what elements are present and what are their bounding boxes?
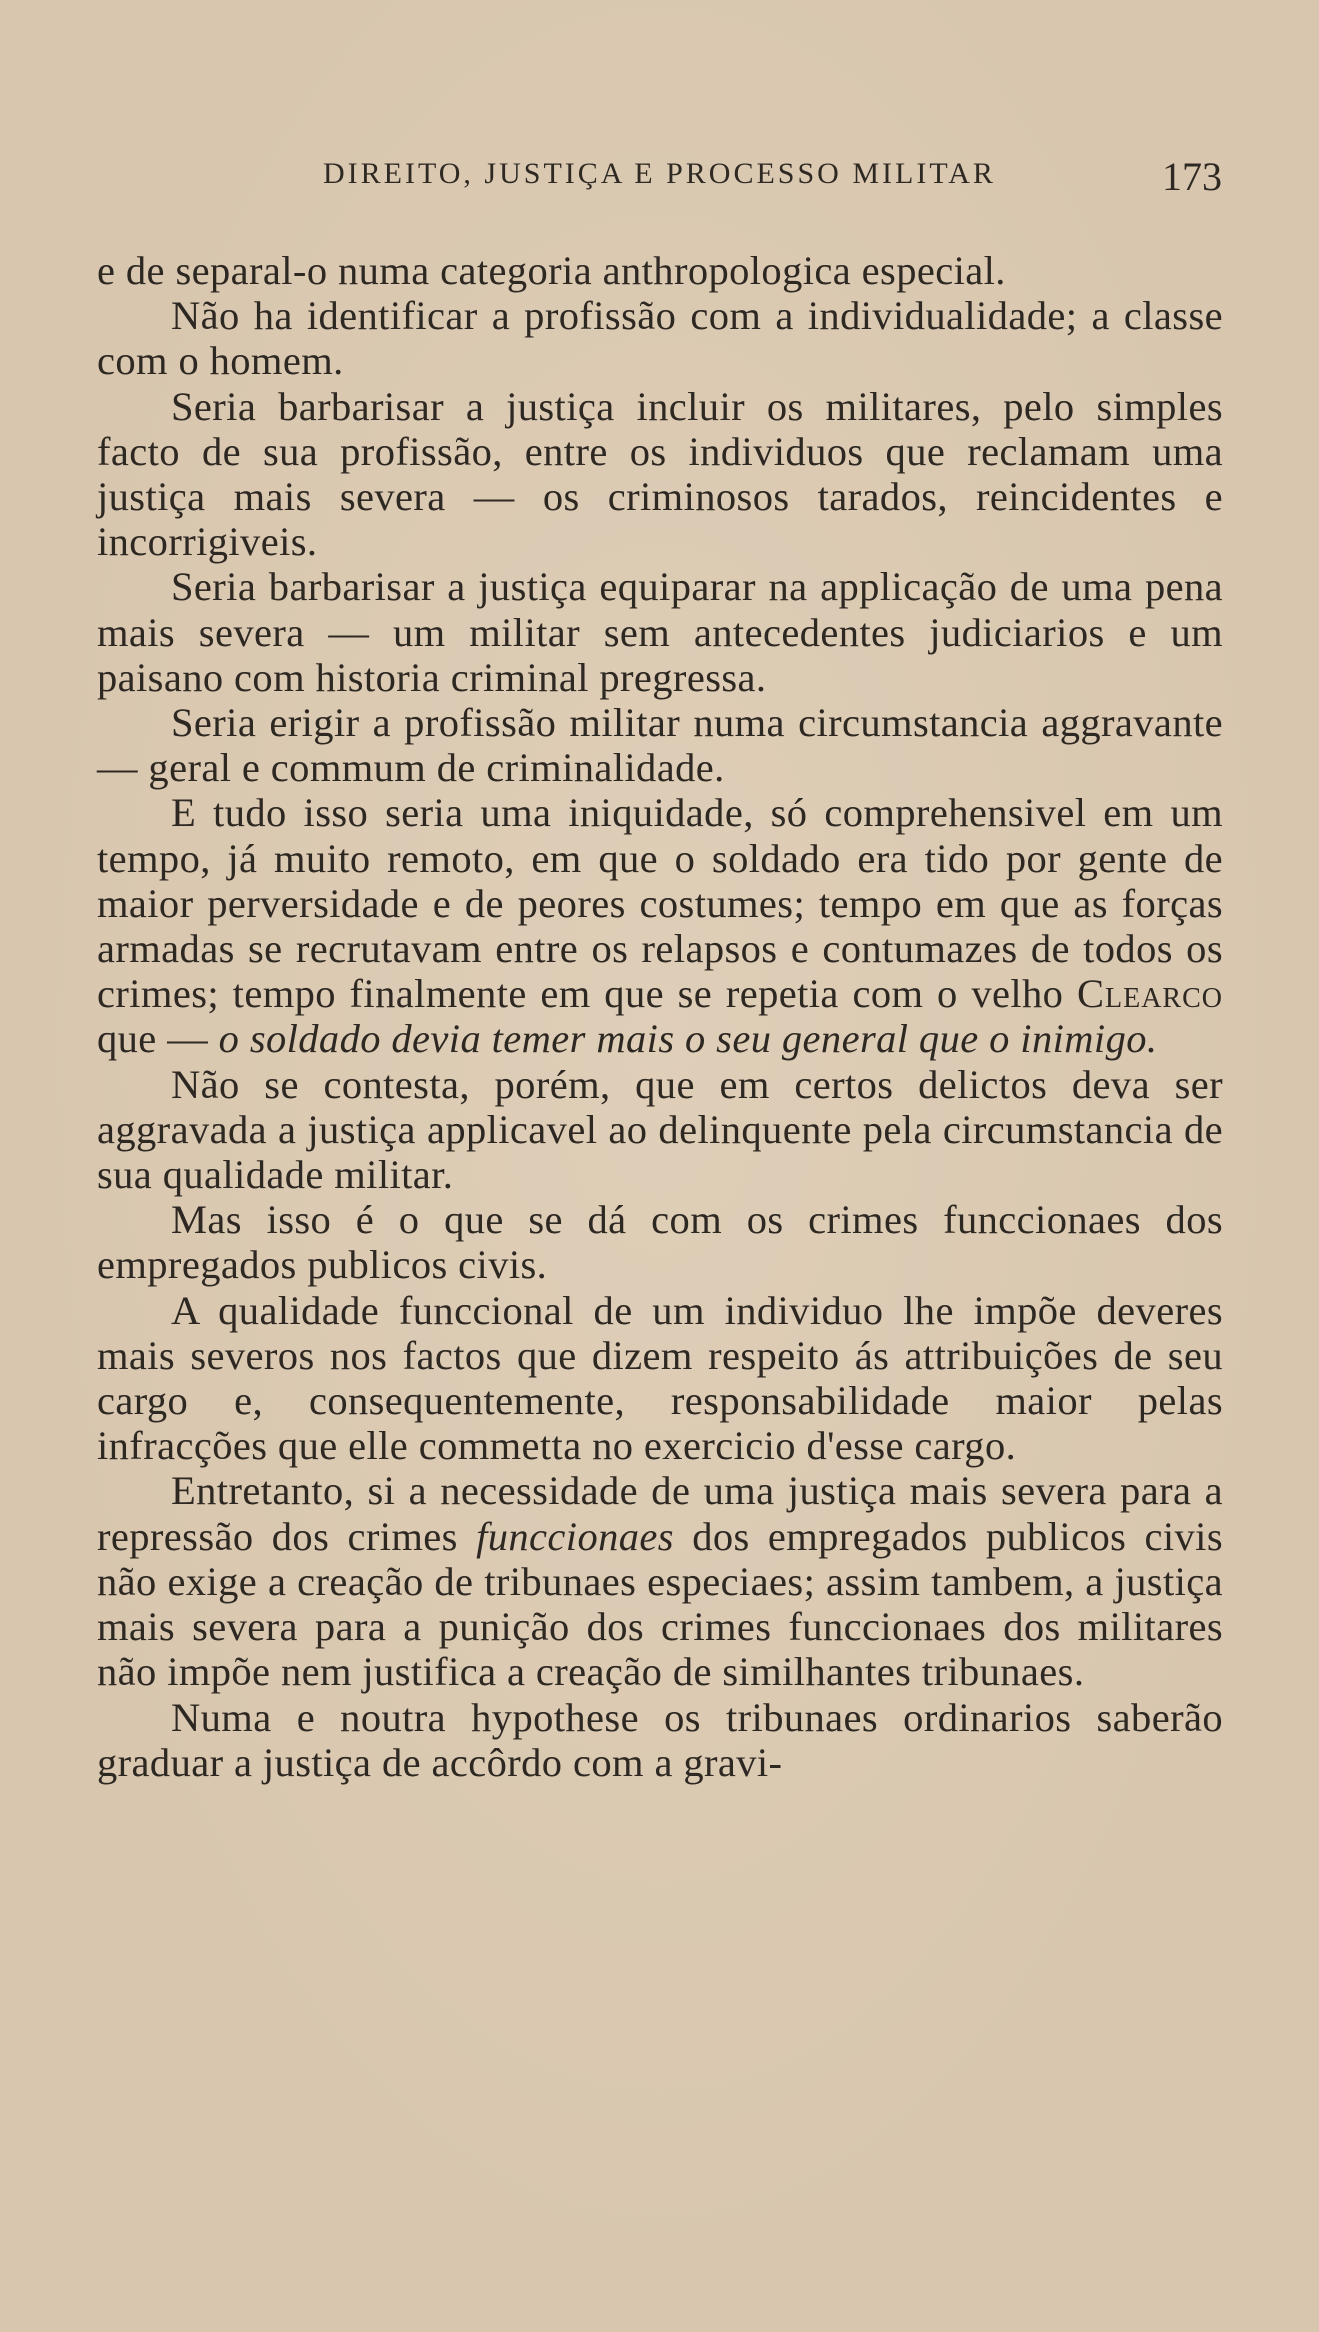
paragraph-6-text: E tudo isso seria uma iniquidade, só comprehensivel em um tempo, já muito remoto, em que o soldado era tido por gente de maior perversidade e de peores costumes; tempo em que as forças armadas se recrutavam entre os relapsos e contumazes de todos os crimes; tempo finalmente em que se repetia com o velho <box>97 790 1223 1017</box>
paragraph-5: Seria erigir a profissão militar numa circumstancia aggravante — geral e commum de criminalidade. <box>97 700 1223 791</box>
page-header <box>0 153 1319 203</box>
page-number: 173 <box>1162 154 1222 199</box>
paragraph-6 <box>97 790 1223 1061</box>
paragraph-4: Seria barbarisar a justiça equiparar na applicação de uma pena mais severa — um militar sem antecedentes judiciarios e um paisano com historia criminal pregressa. <box>97 564 1223 700</box>
body-text <box>97 248 1223 1785</box>
running-head: DIREITO, JUSTIÇA E PROCESSO MILITAR <box>323 157 996 190</box>
paragraph-1: e de separal-o numa categoria anthropologica especial. <box>97 248 1006 293</box>
emphasis-funccionaes: funccionaes <box>476 1513 674 1559</box>
paragraph-7: Não se contesta, porém, que em certos delictos deva ser aggravada a justiça applicavel ao delinquente pela circumstancia de sua qualidade militar. <box>97 1061 1223 1198</box>
quotation: o soldado devia temer mais o seu general que o inimigo. <box>218 1016 1158 1062</box>
paragraph-10-text: Entretanto, si a necessidade de uma justiça mais severa para a repressão dos crimes <box>97 1468 1223 1559</box>
paragraph-10-text-2: dos empregados publicos civis não exige a creação de tribunaes especiaes; assim tambem, a justiça mais severa para a punição dos crimes funccionaes dos militares não impõe nem justifica a creação de similhantes tribunaes. <box>97 1513 1223 1695</box>
paragraph-3: Seria barbarisar a justiça incluir os militares, pelo simples facto de sua profissão, entre os individuos que reclamam uma justiça mais severa — os criminosos tarados, reincidentes e incorrigiveis. <box>97 383 1223 565</box>
paragraph-2: Não ha identificar a profissão com a individualidade; a classe com o homem. <box>97 293 1223 384</box>
paragraph-6-text-2: que — <box>97 1016 209 1062</box>
paragraph-11: Numa e noutra hypothese os tribunaes ordinarios saberão graduar a justiça de accôrdo com a gravi- <box>97 1694 1223 1785</box>
paragraph-8: Mas isso é o que se dá com os crimes funccionaes dos empregados publicos civis. <box>97 1197 1223 1288</box>
paragraph-9: A qualidade funccional de um individuo lhe impõe deveres mais severos nos factos que dizem respeito ás attribuições de seu cargo e, consequentemente, responsabilidade maior pelas infracções que elle commetta no exercicio d'esse cargo. <box>97 1287 1223 1469</box>
name-clearco: Clearco <box>1076 971 1223 1017</box>
paragraph-10 <box>97 1468 1223 1694</box>
